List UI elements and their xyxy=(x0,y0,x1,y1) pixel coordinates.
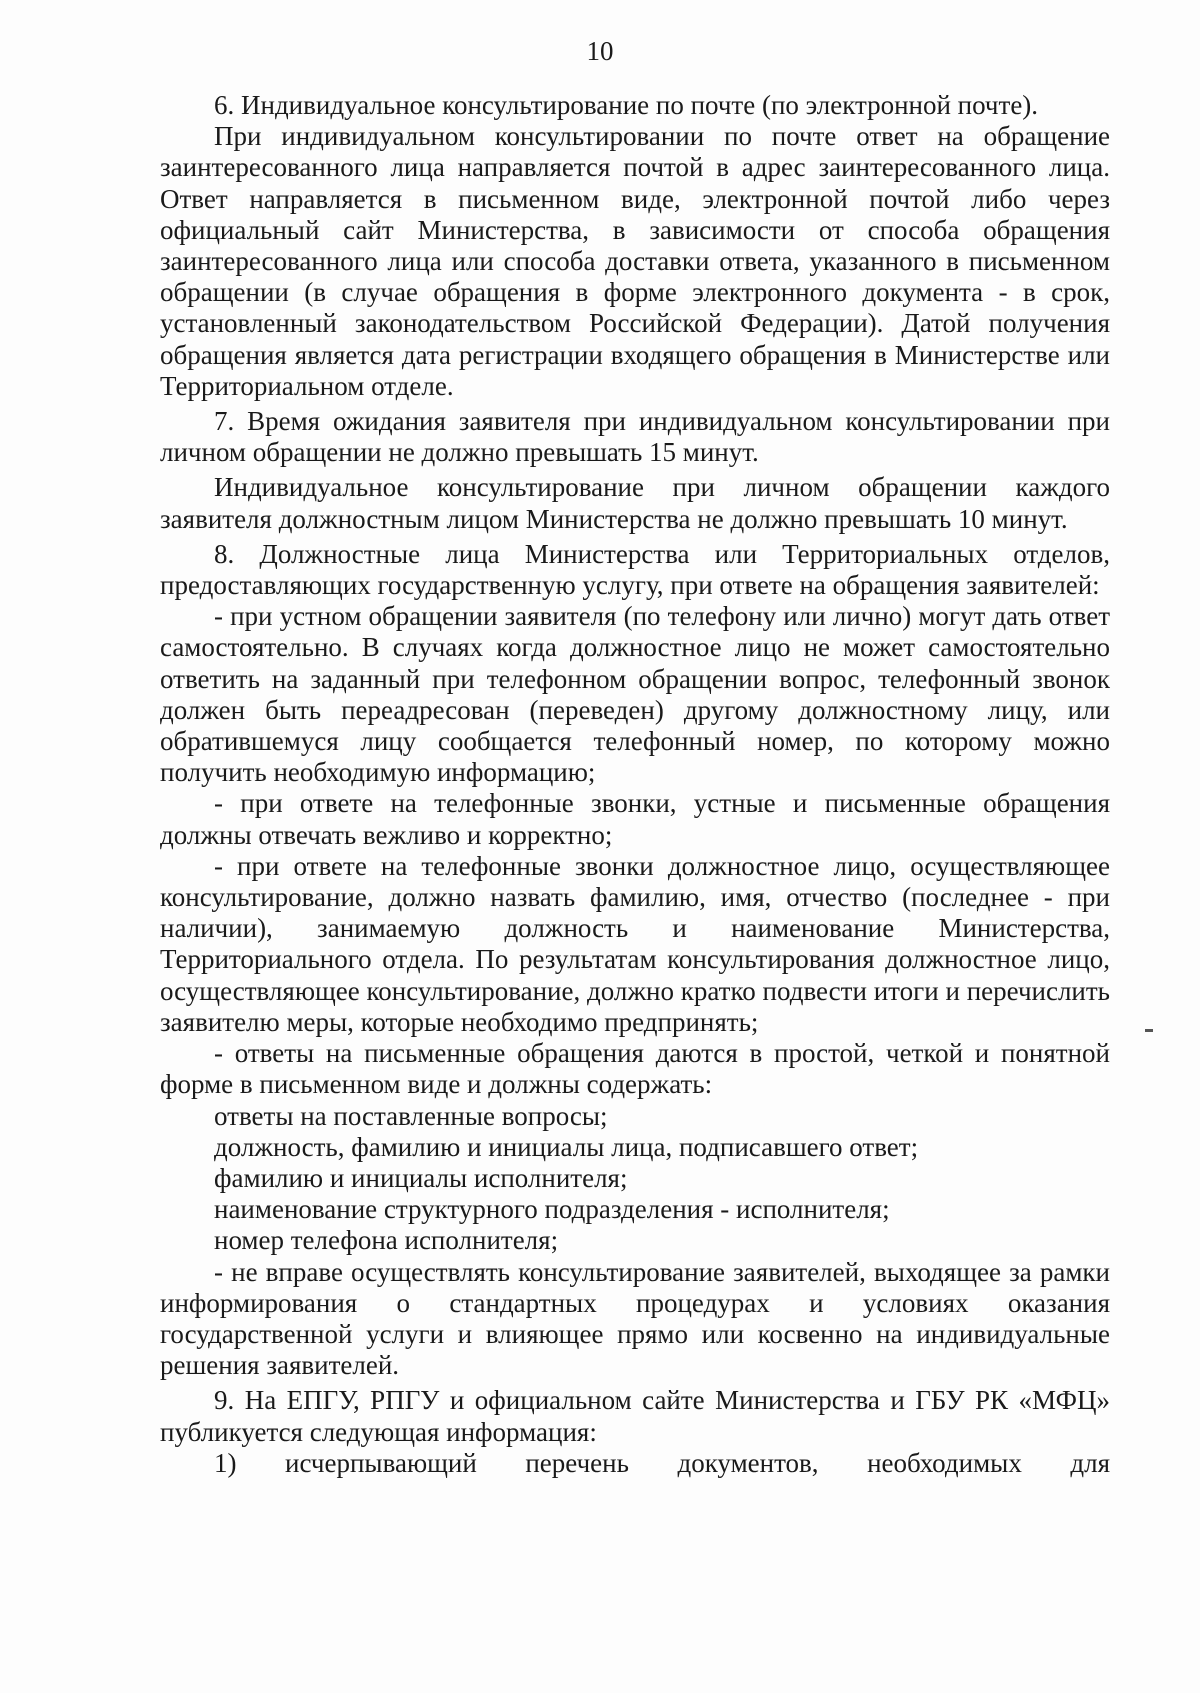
paragraph-item-6: 6. Индивидуальное консультирование по почте (по электронной почте). xyxy=(214,90,1039,120)
list-line-department: наименование структурного подразделения - исполнителя; xyxy=(214,1194,890,1225)
paragraph-written-answer: - ответы на письменные обращения даются в простой, четкой и понятной форме в письменном виде и должны содержать: xyxy=(160,1038,1110,1100)
paragraph-phone-answer: - при ответе на телефонные звонки должностное лицо, осуществляющее консультирование, должно назвать фамилию, имя, отчество (последнее - при наличии), занимаемую должность и наименование Министерства, Территориального отдела. По результатам консультирования должностное лицо, осуществляющее консультирование, должно кратко подвести итоги и перечислить заявителю меры, которые необходимо предпринять; xyxy=(160,850,1110,1037)
document-body xyxy=(160,90,1110,1479)
paragraph-list-item-1: 1) исчерпывающий перечень документов, необходимых для xyxy=(214,1447,1110,1478)
list-line-phone: номер телефона исполнителя; xyxy=(214,1225,559,1256)
paragraph-oral-request: - при устном обращении заявителя (по телефону или лично) могут дать ответ самостоятельно. В случаях когда должностное лицо не может самостоятельно ответить на заданный при телефонном обращении вопрос, телефонный звонок должен быть переадресован (переведен) другому должностному лицу, или обратившемуся лицу сообщается телефонный номер, по которому можно получить необходимую информацию; xyxy=(160,601,1110,788)
paragraph-item-7: 7. Время ожидания заявителя при индивидуальном консультировании при личном обращении не должно превышать 15 минут. xyxy=(160,406,1110,468)
paragraph-politeness: - при ответе на телефонные звонки, устные и письменные обращения должны отвечать вежливо и корректно; xyxy=(160,788,1110,850)
list-line-questions: ответы на поставленные вопросы; xyxy=(214,1100,608,1131)
paragraph-personal-consulting-limit: Индивидуальное консультирование при личном обращении каждого заявителя должностным лицом Министерства не должно превышать 10 минут. xyxy=(160,472,1110,534)
list-line-signer: должность, фамилию и инициалы лица, подписавшего ответ; xyxy=(214,1131,919,1162)
paragraph-item-8: 8. Должностные лица Министерства или Территориальных отделов, предоставляющих государственную услугу, при ответе на обращения заявителей: xyxy=(160,538,1110,601)
paragraph-mail-consulting: При индивидуальном консультировании по почте ответ на обращение заинтересованного лица направляется почтой в адрес заинтересованного лица. Ответ направляется в письменном виде, электронной почтой либо через официальный сайт Министерства, в зависимости от способа обращения заинтересованного лица или способа доставки ответа, указанного в письменном обращении (в случае обращения в форме электронного документа - в срок, установленный законодательством Российской Федерации). Датой получения обращения является дата регистрации входящего обращения в Министерстве или Территориальном отделе. xyxy=(160,121,1110,401)
paragraph-item-9: 9. На ЕПГУ, РПГУ и официальном сайте Министерства и ГБУ РК «МФЦ» публикуется следующая информация: xyxy=(160,1385,1110,1447)
page-number: 10 xyxy=(586,36,614,66)
scan-artifact-mark xyxy=(1145,1029,1153,1032)
list-line-executor: фамилию и инициалы исполнителя; xyxy=(214,1162,628,1193)
paragraph-restrictions: - не вправе осуществлять консультирование заявителей, выходящее за рамки информирования о стандартных процедурах и условиях оказания государственной услуги и влияющее прямо или косвенно на индивидуальные решения заявителей. xyxy=(160,1256,1110,1381)
